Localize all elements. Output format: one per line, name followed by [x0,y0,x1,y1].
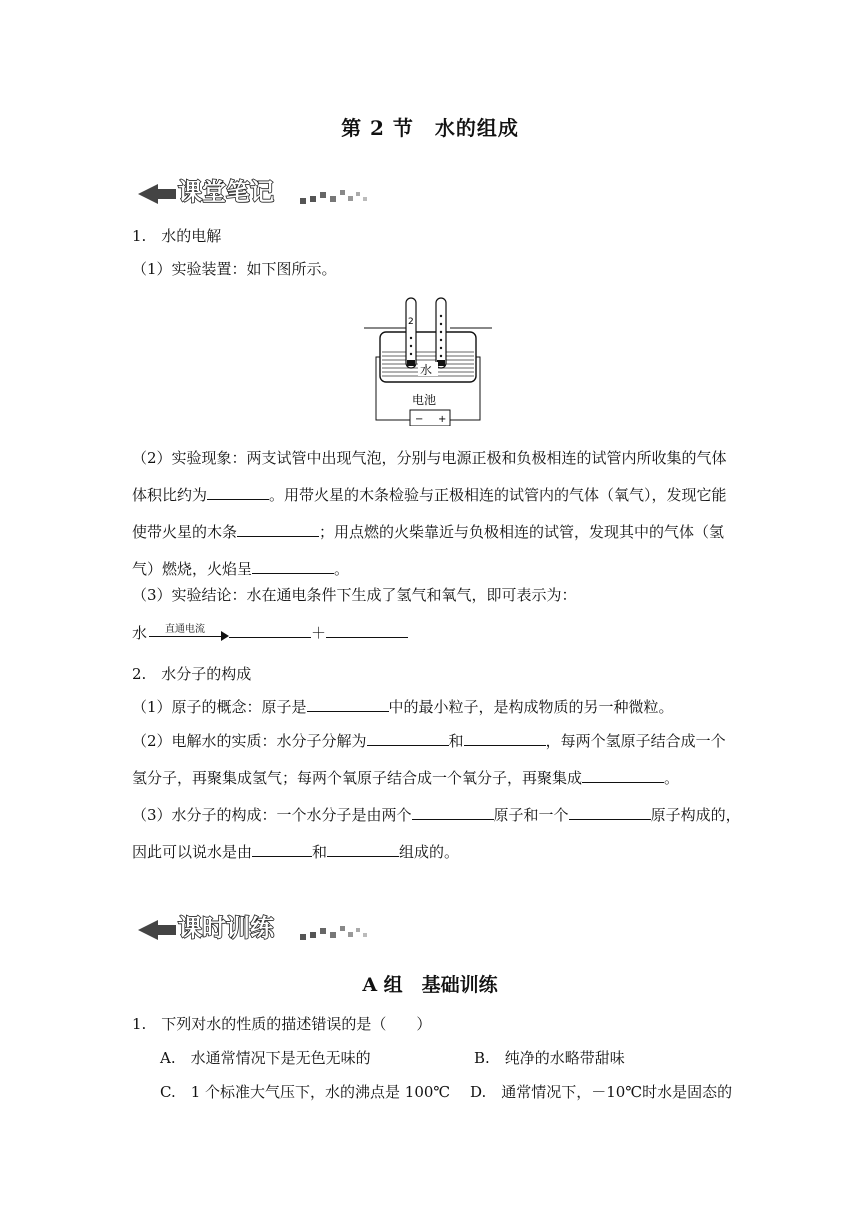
note-s1-2-line-a: （2）实验现象：两支试管中出现气泡，分别与电源正极和负极相连的试管内所收集的气体 [132,449,727,467]
blank-product-1[interactable] [229,623,311,638]
blank-element-1[interactable] [252,842,312,857]
note-s2-2 [132,723,732,797]
blank-volume-ratio[interactable] [207,485,269,500]
blank-decompose-1[interactable] [367,731,449,746]
water-label: 水 [420,363,433,377]
banner-arrow-icon [138,184,176,204]
note-s1-2-b1: 体积比约为 [132,486,208,504]
note-s2-3-a: （3）水分子的构成：一个水分子是由两个 [132,806,412,824]
note-s2-3-c: 原子构成的， [650,806,741,824]
blank-element-2[interactable] [327,842,399,857]
blank-atom-definition[interactable] [307,697,389,712]
note-s2-2-d2: 。 [664,769,680,787]
blank-decompose-2[interactable] [464,731,546,746]
note-s2-3 [132,797,741,871]
equation [132,622,408,645]
note-s2-3-d1: 因此可以说水是由 [132,843,253,861]
page-title: 第 2 节 水的组成 [341,116,519,140]
note-s2-3-line-d [132,834,732,871]
note-s1-2-line-d [132,551,732,588]
blank-oxygen-atom[interactable] [569,805,651,820]
electrolysis-diagram [360,294,500,426]
note-s2-2-d1: 氢分子，再聚集成氢气；每两个氧原子结合成一个氧分子，再聚集成 [132,769,583,787]
option-d[interactable]: D. 通常情况下，－10℃时水是固态的 [470,1083,733,1101]
note-s1-2-c2: ；用点燃的火柴靠近与负极相连的试管，发现其中的气体（氢 [319,523,725,541]
note-s1-2 [132,440,732,588]
battery-label: 电池 [412,393,437,407]
note-s2: 2. 水分子的构成 [132,665,252,683]
group-title: A 组 基础训练 [362,974,498,996]
note-s2-2-line-d [132,760,732,797]
blank-splint[interactable] [237,522,319,537]
banner-ketang-biji-text: 课堂笔记 [178,178,274,206]
blank-product-2[interactable] [326,623,408,638]
blank-hydrogen-atom[interactable] [412,805,494,820]
option-a[interactable]: A. 水通常情况下是无色无味的 [160,1049,371,1067]
note-s2-3-line-a [132,797,741,834]
note-s2-2-a: （2）电解水的实质：水分子分解为 [132,732,367,750]
note-s2-2-b: 和 [448,732,464,750]
banner-keshi-xunlian [136,906,376,946]
banner-arrow-icon-2 [138,920,176,940]
question-1: 1. 下列对水的性质的描述错误的是（ ） [132,1015,432,1033]
note-s1-2-c1: 使带火星的木条 [132,523,238,541]
banner-ketang-biji [136,170,376,210]
option-c[interactable]: C. 1 个标准大气压下，水的沸点是 100℃ [160,1083,451,1101]
eq-water: 水 [132,624,148,642]
note-s2-3-d3: 组成的。 [399,843,460,861]
note-s2-1-a: （1）原子的概念：原子是 [132,698,307,716]
battery-plus: + [438,414,447,425]
note-s1-1: （1）实验装置：如下图所示。 [132,260,337,278]
eq-condition: 直通电流 [165,624,206,635]
note-s2-1 [132,696,674,718]
note-s2-1-b: 中的最小粒子，是构成物质的另一种微粒。 [388,698,674,716]
option-b[interactable]: B. 纯净的水略带甜味 [474,1049,625,1067]
banner-keshi-xunlian-text: 课时训练 [178,914,274,942]
tube-label-2: 2 [408,317,414,327]
eq-plus: ＋ [311,624,327,642]
blank-oxygen[interactable] [582,768,664,783]
note-s1-2-line-c [132,514,732,551]
note-s2-3-b: 原子和一个 [493,806,569,824]
blank-flame[interactable] [252,559,334,574]
note-s2-2-c: ，每两个氢原子结合成一个 [545,732,726,750]
note-s1-2-d2: 。 [334,560,350,578]
note-s2-3-d2: 和 [312,843,328,861]
note-s1-2-line-b [132,477,732,514]
note-s2-2-line-a [132,723,732,760]
note-s1-2-d1: 气）燃烧，火焰呈 [132,560,253,578]
battery-minus: − [415,414,424,425]
note-s1-3: （3）实验结论：水在通电条件下生成了氢气和氧气，即可表示为： [132,586,577,604]
note-s1: 1. 水的电解 [132,227,222,245]
reaction-arrow-icon [147,623,229,645]
note-s1-2-b2: 。用带火星的木条检验与正极相连的试管内的气体（氧气），发现它能 [269,486,727,504]
